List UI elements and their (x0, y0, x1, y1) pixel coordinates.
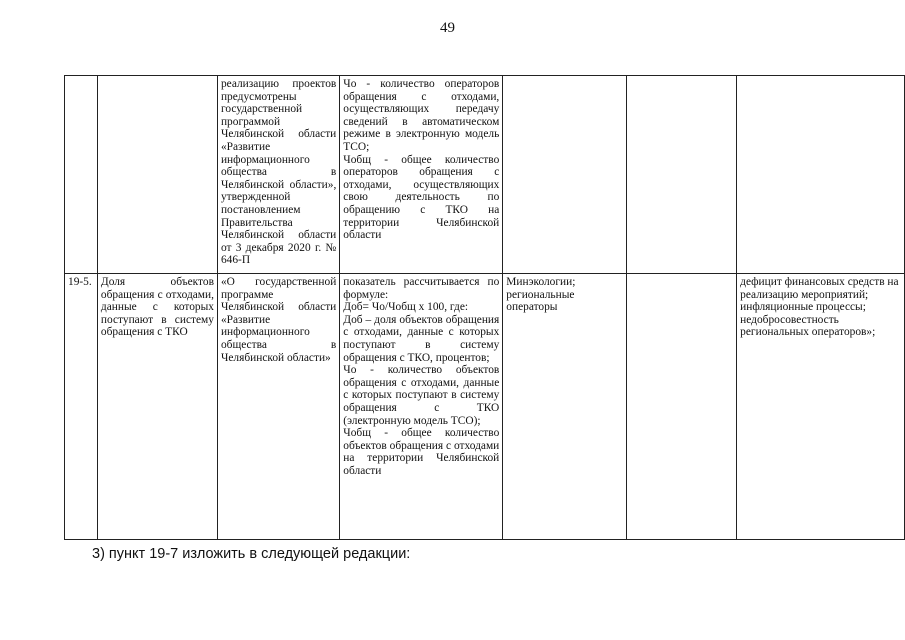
method-line: Чо - количество операторов обращения с отходами, осуществляющих передачу сведений в автоматическом режиме в электронную модель ТСО; (343, 78, 503, 153)
method-line: показатель рассчитывается по формуле: (343, 276, 503, 301)
method-line: Чобщ - общее количество объектов обращения с отходами на территории Челябинской области (343, 427, 503, 477)
cell-legal-basis: «О государственной программе Челябинской области «Развитие информационного общества в Челябинской области» (217, 274, 339, 540)
page-number: 49 (440, 20, 455, 36)
cell-indicator-name: Доля объектов обращения с отходами, данные с которых поступают в систему обращения с ТКО (97, 274, 217, 540)
cell-number: 19-5. (65, 274, 98, 540)
method-line: Доб= Чо/Чобщ x 100, где: (343, 301, 469, 314)
table-row (65, 274, 905, 540)
cell-responsible (503, 76, 626, 274)
method-line: Чо - количество объектов обращения с отходами, данные с которых поступают в систему обращения с ТКО (электронную модель ТСО); (343, 364, 503, 427)
amendment-instruction: 3) пункт 19-7 изложить в следующей редакции: (92, 546, 411, 562)
cell-risks (737, 76, 905, 274)
cell-risks: дефицит финансовых средств на реализацию мероприятий; инфляционные процессы; недобросовестность региональных операторов»; (737, 274, 905, 540)
cell-indicator-name (97, 76, 217, 274)
indicators-table (64, 75, 905, 540)
method-line: Доб – доля объектов обращения с отходами, данные с которых поступают в систему обращения с ТКО, процентов; (343, 313, 503, 364)
cell-empty (626, 274, 737, 540)
cell-calculation-method (340, 274, 503, 540)
cell-number (65, 76, 98, 274)
table-row (65, 76, 905, 274)
cell-responsible: Минэкологии; региональные операторы (503, 274, 626, 540)
cell-calculation-method (340, 76, 503, 274)
cell-legal-basis: реализацию проектов предусмотрены государственной программой Челябинской области «Развитие информационного общества в Челябинской области», утвержденной постановлением Правительства Челябинской области от 3 декабря 2020 г. № 646-П (217, 76, 339, 274)
method-line: Чобщ - общее количество операторов обращения с отходами, осуществляющих свою деятельность по обращению с ТКО на территории Челябинской области (343, 153, 503, 242)
cell-empty (626, 76, 737, 274)
